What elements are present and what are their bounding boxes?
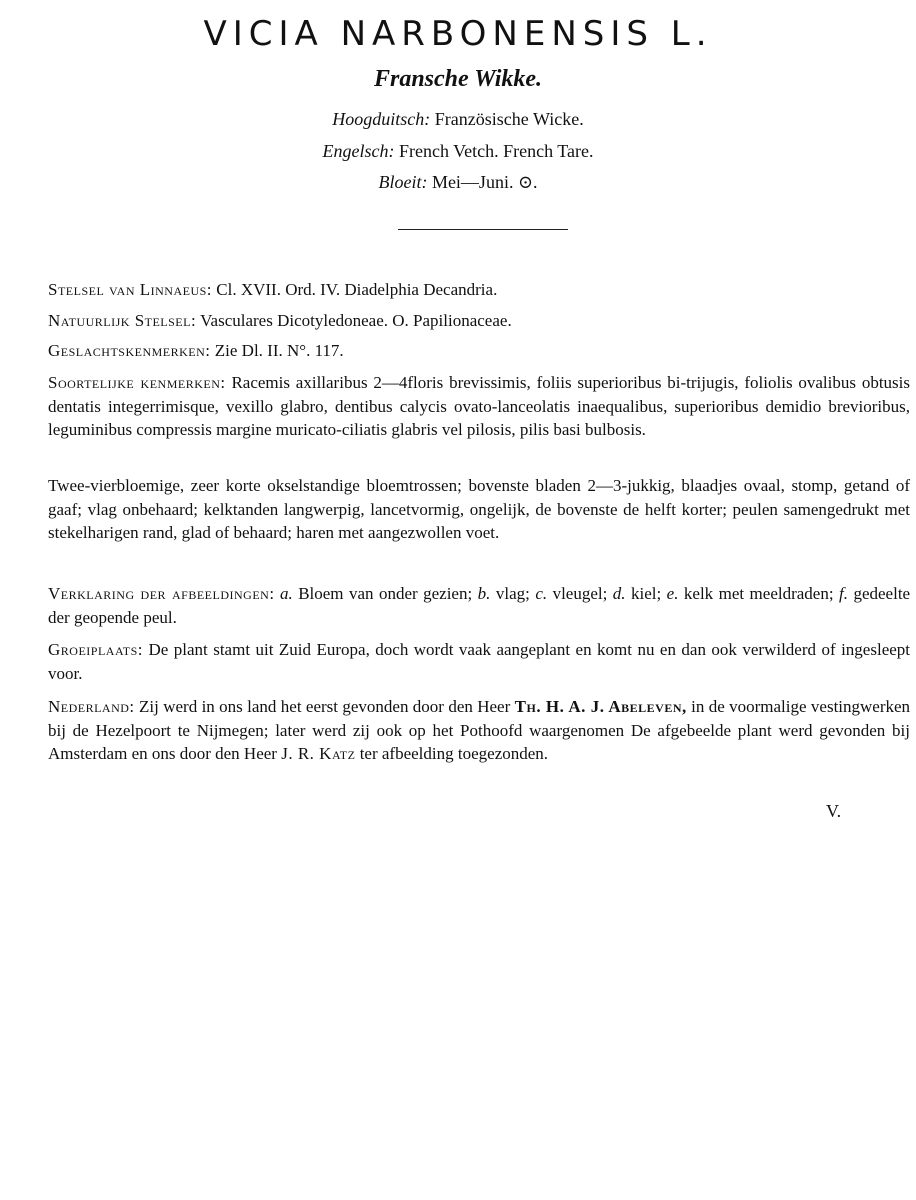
dutch-description: Twee-vierbloemige, zeer korte okselstandige bloemtrossen; bovenste bladen 2—3-jukkig, blaadjes ovaal, stomp, getand of gaaf; vlag onbehaard; kelktanden langwerpig, lancetvormig, ongelijk, de bovenste de helft korter; peulen samengedrukt met stekelharigen rand, glad of behaard; haren met aangezwollen voet. — [48, 476, 910, 542]
engelsch-value: French Vetch. French Tare. — [398, 141, 594, 161]
geslachtskenmerken — [48, 339, 910, 363]
nederland — [48, 695, 910, 766]
verklaring-d: kiel; — [630, 584, 662, 603]
stelsel-linnaeus — [48, 278, 910, 302]
geslachtskenmerken-value: Zie Dl. II. N°. 117. — [214, 341, 344, 360]
nederland-person-2: J. R. Katz — [281, 744, 356, 763]
verklaring-e-label: e. — [666, 584, 679, 603]
soortelijke-label: Soortelijke kenmerken: — [48, 373, 226, 392]
nederland-text-3: ter afbeelding toegezonden. — [359, 744, 549, 763]
soortelijke-value: Racemis axillaribus 2—4floris brevissimis, foliis superioribus bi-trijugis, foliolis ovalibus obtusis dentatis integerrimisque, vexillo glabro, dentibus calycis ovato-lanceolatis inaequalibus, superioribus demidio brevioribus, leguminibus compressis margine muricato-ciliatis glabris vel pilosis, pilis basi bulbosis. — [48, 373, 910, 439]
verklaring-f-label: f. — [839, 584, 849, 603]
divider-rule — [398, 229, 568, 230]
verklaring-afbeeldingen — [48, 582, 910, 629]
groeiplaats-value: De plant stamt uit Zuid Europa, doch wordt vaak aangeplant en komt nu en dan ook verwilderd of ingesleept voor. — [48, 640, 911, 683]
bloeit-line — [0, 172, 916, 193]
verklaring-a-label: a. — [280, 584, 293, 603]
groeiplaats-label: Groeiplaats: — [48, 640, 144, 659]
verklaring-b-label: b. — [477, 584, 491, 603]
groeiplaats — [48, 638, 910, 685]
hoogduitsch-label: Hoogduitsch: — [332, 109, 431, 129]
verklaring-c: vleugel; — [552, 584, 608, 603]
stelsel-linnaeus-value: Cl. XVII. Ord. IV. Diadelphia Decandria. — [216, 280, 498, 299]
soortelijke-kenmerken — [48, 371, 910, 442]
verklaring-b: vlag; — [495, 584, 530, 603]
engelsch-label: Engelsch: — [322, 141, 395, 161]
natuurlijk-stelsel — [48, 309, 910, 333]
verklaring-a: Bloem van onder gezien; — [298, 584, 473, 603]
hoogduitsch-value: Französische Wicke. — [434, 109, 584, 129]
natuurlijk-stelsel-value: Vasculares Dicotyledoneae. O. Papilionaceae. — [200, 311, 512, 330]
nederland-label: Nederland: — [48, 697, 135, 716]
verklaring-e: kelk met meeldraden; — [683, 584, 834, 603]
geslachtskenmerken-label: Geslachtskenmerken: — [48, 341, 211, 360]
nederland-text-1: Zij werd in ons land het eerst gevonden door den Heer — [139, 697, 511, 716]
author-signature: V. — [826, 801, 842, 821]
verklaring-f: gedeelte der geopende peul. — [48, 584, 911, 627]
bloeit-value: Mei—Juni. ⊙. — [431, 172, 538, 192]
page-subtitle: Fransche Wikke. — [373, 66, 543, 92]
verklaring-c-label: c. — [535, 584, 548, 603]
verklaring-d-label: d. — [612, 584, 626, 603]
hoogduitsch-line — [0, 109, 916, 130]
page-title: VICIA NARBONENSIS L. — [203, 14, 713, 54]
nederland-text-2: in de voormalige vestingwerken bij de Hezelpoort te Nijmegen; later werd zij ook op het Pothoofd waargenomen De afgebeelde plant werd gevonden bij Amsterdam en ons door den Heer — [48, 697, 911, 763]
engelsch-line — [0, 141, 916, 162]
natuurlijk-stelsel-label: Natuurlijk Stelsel: — [48, 311, 197, 330]
bloeit-label: Bloeit: — [378, 172, 428, 192]
verklaring-label: Verklaring der afbeeldingen: — [48, 584, 275, 603]
nederland-person-1: Th. H. A. J. Abeleven, — [514, 697, 687, 716]
stelsel-linnaeus-label: Stelsel van Linnaeus: — [48, 280, 213, 299]
